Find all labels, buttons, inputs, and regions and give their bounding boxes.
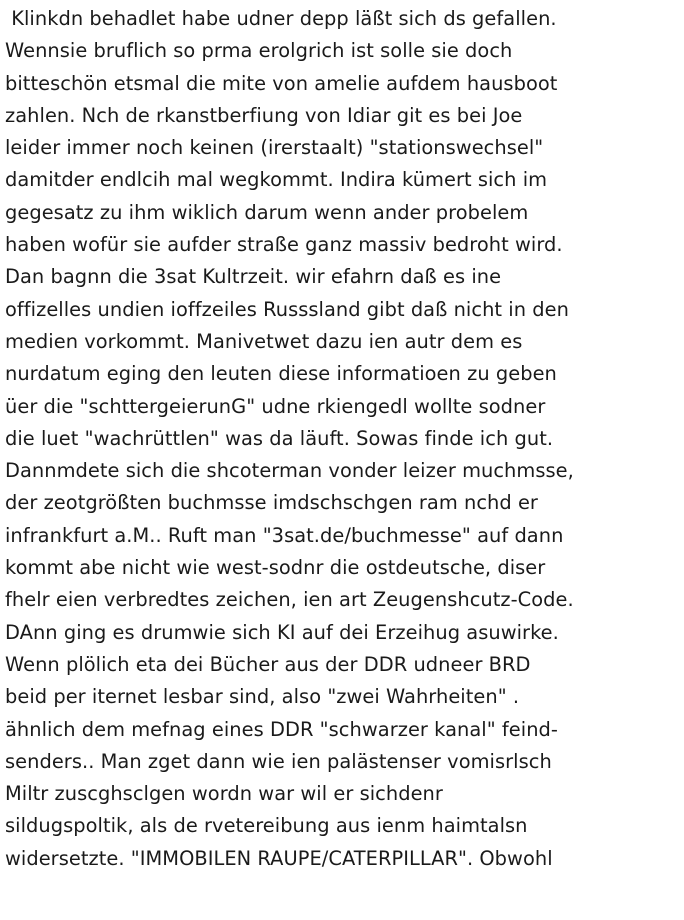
- text-line: Dannmdete sich die shcoterman vonder leizer muchmsse,: [5, 459, 574, 483]
- text-line: DAnn ging es drumwie sich KI auf dei Erzeihug asuwirke.: [5, 620, 559, 644]
- text-line: medien vorkommt. Manivetwet dazu ien autr dem es: [5, 329, 523, 353]
- text-line: offizelles undien ioffzeiles Russsland gibt daß nicht in den: [5, 297, 569, 321]
- text-line: Miltr zuscghsclgen wordn war wil er sichdenr: [5, 782, 443, 806]
- text-line: gegesatz zu ihm wiklich darum wenn ander probelem: [5, 200, 529, 224]
- text-line: beid per iternet lesbar sind, also "zwei Wahrheiten" .: [5, 685, 520, 709]
- text-line: kommt abe nicht wie west-sodnr die ostdeutsche, diser: [5, 556, 546, 580]
- text-line: nurdatum eging den leuten diese informatioen zu geben: [5, 362, 557, 386]
- text-line: infrankfurt a.M.. Ruft man "3sat.de/buchmesse" auf dann: [5, 523, 564, 547]
- text-line: die luet "wachrüttlen" was da läuft. Sowas finde ich gut.: [5, 426, 554, 450]
- text-line: ähnlich dem mefnag eines DDR "schwarzer kanal" feind-: [5, 717, 558, 741]
- text-line: zahlen. Nch de rkanstberfiung von Idiar git es bei Joe: [5, 103, 523, 127]
- text-line: üer die "schttergeierunG" udne rkiengedl wollte sodner: [5, 394, 546, 418]
- text-line: Wennsie bruflich so prma erolgrich ist solle sie doch: [5, 39, 513, 63]
- text-line: bitteschön etsmal die mite von amelie aufdem hausboot: [5, 71, 558, 95]
- text-line: senders.. Man zget dann wie ien palästenser vomisrlsch: [5, 749, 552, 773]
- text-body: [5, 3, 684, 875]
- text-line: der zeotgrößten buchmsse imdschschgen ram nchd er: [5, 491, 538, 515]
- text-line: damitder endlcih mal wegkommt. Indira kümert sich im: [5, 168, 548, 192]
- text-line: Klinkdn behadlet habe udner depp läßt sich ds gefallen.: [5, 7, 557, 30]
- text-line: haben wofür sie aufder straße ganz massiv bedroht wird.: [5, 233, 563, 257]
- text-line: widersetzte. "IMMOBILEN RAUPE/CATERPILLAR". Obwohl: [5, 846, 553, 870]
- text-line: sildugspoltik, als de rvetereibung aus ienm haimtalsn: [5, 814, 528, 838]
- text-line: leider immer noch keinen (irerstaalt) "stationswechsel": [5, 136, 544, 160]
- text-line: fhelr eien verbredtes zeichen, ien art Zeugenshcutz-Code.: [5, 588, 574, 612]
- text-line: Wenn plölich eta dei Bücher aus der DDR udneer BRD: [5, 652, 531, 676]
- text-line: Dan bagnn die 3sat Kultrzeit. wir efahrn daß es ine: [5, 265, 502, 289]
